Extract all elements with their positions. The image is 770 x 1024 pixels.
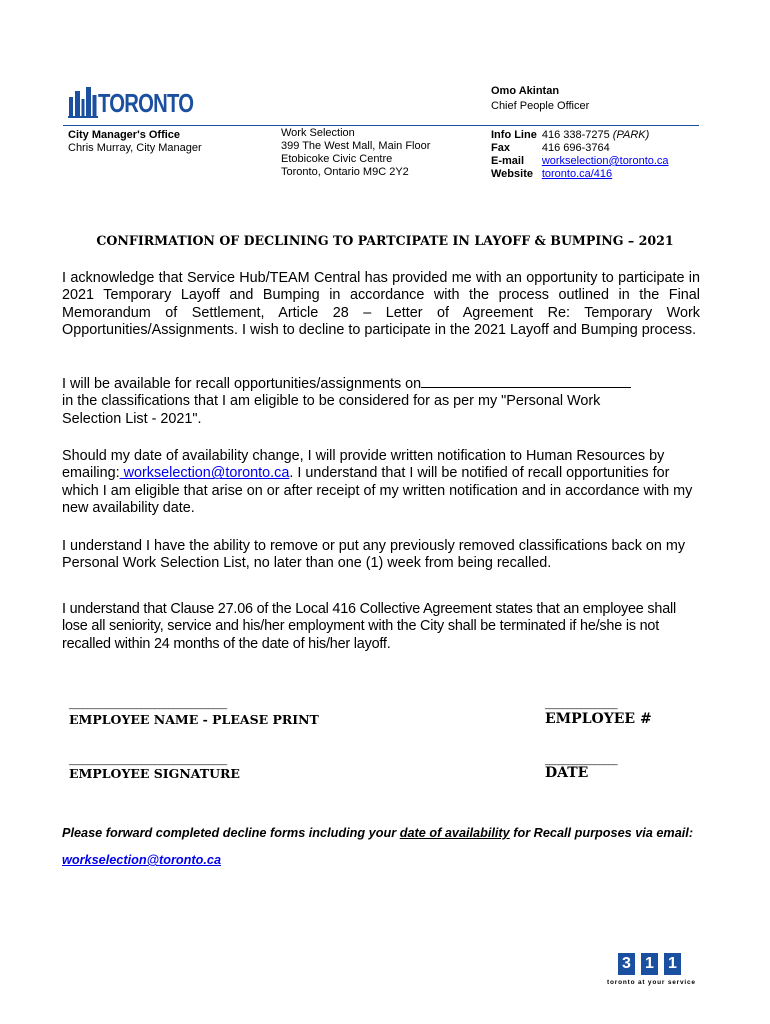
address-line: Work Selection bbox=[281, 127, 355, 139]
contact-row-email bbox=[491, 155, 669, 168]
digit-box: 3 bbox=[618, 953, 635, 975]
email-link[interactable]: workselection@toronto.ca bbox=[62, 853, 222, 867]
availability-text-cont: in the classifications that I am eligible to be considered for as per my "Personal Work Selection List - 2021". bbox=[62, 393, 601, 427]
contact-value: 416 696-3764 bbox=[541, 142, 610, 154]
digit-box: 1 bbox=[641, 953, 658, 975]
forward-text-cont: for Recall purposes via email: bbox=[509, 826, 694, 840]
officer-name: Omo Akintan bbox=[491, 85, 560, 97]
officer-block bbox=[491, 84, 589, 114]
office-block bbox=[68, 129, 202, 155]
header-rule bbox=[63, 125, 699, 126]
employee-signature-line[interactable]: ___________________________________ bbox=[69, 755, 227, 765]
employee-name-label: EMPLOYEE NAME - PLEASE PRINT bbox=[69, 712, 319, 727]
paragraph-change bbox=[62, 448, 700, 518]
office-name: City Manager's Office bbox=[68, 129, 181, 141]
website-link[interactable]: toronto.ca/416 bbox=[541, 168, 613, 180]
logo-311 bbox=[607, 953, 704, 989]
change-text: Should my date of availability change, I will provide written notification to Human Resources by emailing: bbox=[62, 448, 665, 482]
contact-value: 416 338-7275 bbox=[541, 129, 610, 141]
contact-label: Info Line bbox=[491, 129, 537, 141]
address-line: 399 The West Mall, Main Floor bbox=[281, 140, 431, 152]
contact-row-fax bbox=[491, 142, 669, 155]
paragraph-acknowledge: I acknowledge that Service Hub/TEAM Central has provided me with an opportunity to participate in 2021 Temporary Layoff and Bumping in accordance with the process outlined in the Final Memorandum of Settlement, Article 28 – Letter of Agreement Re: Temporary Work Opportunities/Assignments. I wish to decline to participate in the 2021 Layoff and Bumping process. bbox=[62, 270, 700, 339]
date-line[interactable]: ________________ bbox=[545, 755, 618, 765]
contact-block bbox=[491, 129, 669, 181]
city-hall-icon bbox=[68, 83, 98, 119]
contact-label: Fax bbox=[491, 142, 510, 154]
contact-label: E-mail bbox=[491, 155, 525, 167]
change-text-cont: . I understand that I will be notified of recall opportunities for which I am eligible that arise on or after receipt of my written notification and in accordance with my new availability date. bbox=[62, 465, 693, 517]
paragraph-clause: I understand that Clause 27.06 of the Local 416 Collective Agreement states that an employee shall lose all seniority, service and his/her employment with the City shall be terminated if he/she is not recalled within 24 months of the date of his/her layoff. bbox=[62, 601, 676, 652]
document-title: CONFIRMATION OF DECLINING TO PARTCIPATE IN LAYOFF & BUMPING – 2021 bbox=[96, 233, 674, 248]
availability-date-blank[interactable] bbox=[421, 374, 631, 388]
logo-311-tagline: toronto at your service bbox=[607, 979, 696, 986]
digit-box: 1 bbox=[664, 953, 681, 975]
contact-note: (PARK) bbox=[612, 129, 650, 141]
forward-underlined: date of availability bbox=[399, 826, 510, 840]
logo-wordmark: TORONTO bbox=[98, 88, 194, 118]
contact-row-website bbox=[491, 168, 669, 181]
email-link[interactable]: workselection@toronto.ca bbox=[119, 465, 290, 482]
contact-row-info bbox=[491, 129, 669, 142]
contact-label: Website bbox=[491, 168, 533, 180]
email-link[interactable]: workselection@toronto.ca bbox=[541, 155, 669, 167]
address-block bbox=[281, 127, 430, 179]
date-label: DATE bbox=[545, 765, 589, 781]
employee-signature-label: EMPLOYEE SIGNATURE bbox=[69, 766, 240, 781]
paragraph-remove: I understand I have the ability to remove or put any previously removed classifications back on my Personal Work Selection List, no later than one (1) week from being recalled. bbox=[62, 538, 686, 572]
office-manager: Chris Murray, City Manager bbox=[68, 142, 202, 154]
address-line: Etobicoke Civic Centre bbox=[281, 153, 393, 165]
officer-title: Chief People Officer bbox=[491, 100, 590, 112]
availability-text: I will be available for recall opportunities/assignments on bbox=[62, 376, 422, 392]
toronto-logo bbox=[68, 83, 194, 121]
forward-text: Please forward completed decline forms including your bbox=[62, 826, 400, 840]
paragraph-availability bbox=[62, 374, 662, 428]
forward-instructions bbox=[62, 820, 702, 874]
employee-number-line[interactable]: ________________ bbox=[545, 699, 618, 709]
employee-number-label: EMPLOYEE # bbox=[545, 711, 652, 727]
address-line: Toronto, Ontario M9C 2Y2 bbox=[281, 166, 409, 178]
employee-name-line[interactable]: ___________________________________ bbox=[69, 699, 227, 709]
